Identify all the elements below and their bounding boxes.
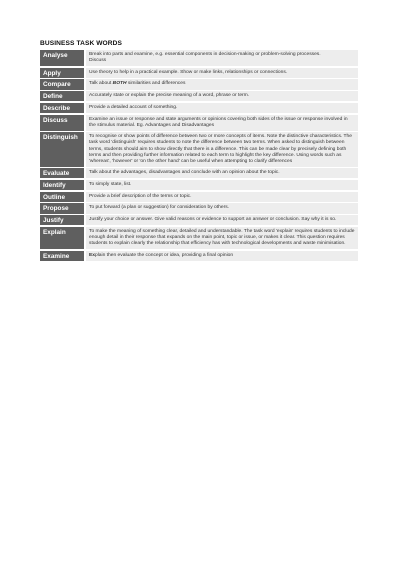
table-row (40, 192, 358, 202)
term-label: Compare (40, 79, 84, 89)
term-label: Propose (40, 203, 84, 213)
table-row (40, 91, 358, 101)
table-row (40, 68, 358, 78)
term-label: Identify (40, 180, 84, 190)
definition-text-extra: Discuss (89, 58, 107, 64)
definition-text: Talk about (89, 81, 113, 87)
task-words-document (40, 40, 358, 262)
definition: To simply state, list. (86, 180, 358, 190)
definition: Examine an issue or response and state arguments or opinions covering both sides of the issue or response involved in the stimulus material. Eg. Advantages and Disadvantages (86, 115, 358, 131)
definition: Use theory to help in a practical example. Show or make links, relationships or connections. (86, 68, 358, 78)
definition-text-bold: Ex (89, 252, 95, 258)
term-label: Explain (40, 227, 84, 249)
definition-text: plain then evaluate the concept or idea, providing a final opinion (94, 252, 234, 258)
definition: To recognise or show points of difference between two or more concepts of items. Note the distinctive characteristics. The task word 'distinguish' requires students to note the difference between two terms. When asked to distinguish between terms, students should aim to show directly that there is a difference. This can be made clear by precisely defining both terms and then providing further information related to each term to highlight the key difference. Using words such as 'whereas', 'however' or 'on the other hand' can be useful when attempting to clarify differences (86, 132, 358, 166)
definition (86, 50, 358, 66)
table-row (40, 50, 358, 66)
definition: Justify your choice or answer. Give valid reasons or evidence to support an answer or conclusion. Say why it is so. (86, 215, 358, 225)
term-label: Examine (40, 251, 84, 261)
table-row (40, 251, 358, 261)
definition: To put forward (a plan or suggestion) for consideration by others. (86, 203, 358, 213)
table-row (40, 79, 358, 89)
table-row (40, 115, 358, 131)
term-label: Evaluate (40, 168, 84, 178)
emphasis-text: BOTH (112, 81, 127, 87)
term-label: Define (40, 91, 84, 101)
table-row (40, 168, 358, 178)
definition (86, 251, 358, 261)
term-label: Outline (40, 192, 84, 202)
table-row (40, 203, 358, 213)
term-label: Analyse (40, 50, 84, 66)
definition: Talk about the advantages, disadvantages and conclude with an opinion about the topic. (86, 168, 358, 178)
definition-text: similarities and differences (126, 81, 186, 87)
term-label: Apply (40, 68, 84, 78)
table-row (40, 215, 358, 225)
term-label: Justify (40, 215, 84, 225)
definition: Accurately state or explain the precise meaning of a word, phrase or term. (86, 91, 358, 101)
definition: Provide a detailed account of something. (86, 103, 358, 113)
page-title: BUSINESS TASK WORDS (40, 40, 123, 47)
definition: Provide a brief description of the terms or topic. (86, 192, 358, 202)
definition (86, 79, 358, 89)
table-row (40, 180, 358, 190)
table-row (40, 103, 358, 113)
term-label: Discuss (40, 115, 84, 131)
table-row (40, 227, 358, 249)
definition: To make the meaning of something clear, detailed and understandable. The task word 'explain' requires students to include enough detail in their response that expands on the main point, topic or issue, or makes it clear. This question requires students to explain clearly the relationship that efficiency has with technological developments and waste minimisation. (86, 227, 358, 249)
definition-text: Break into parts and examine, e.g. essential components in decision-making or problem-solving processes. (89, 52, 321, 57)
table-row (40, 132, 358, 166)
term-label: Distinguish (40, 132, 84, 166)
term-label: Describe (40, 103, 84, 113)
